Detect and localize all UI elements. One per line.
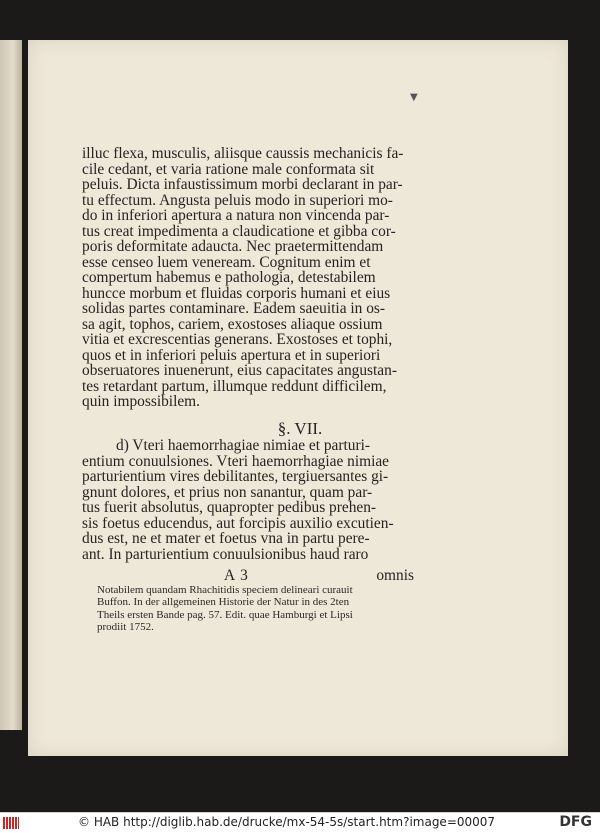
section-line: entium conuulsiones. Vteri haemorrhagiae nimiae bbox=[82, 452, 390, 470]
body-text bbox=[82, 146, 414, 410]
body-line: solidas partes contaminare. Eadem saeuitia in os- bbox=[82, 300, 386, 317]
body-line: quos et in inferiori peluis apertura et in superiori bbox=[82, 346, 381, 364]
section-line: gnunt dolores, et prius non sanantur, quam par- bbox=[82, 483, 373, 501]
body-line: quin impossibilem. bbox=[82, 393, 200, 410]
body-line: huncce morbum et fluidas corporis humani et eius bbox=[82, 284, 391, 302]
body-line: esse censeo luem veneream. Cognitum enim et bbox=[82, 253, 371, 271]
body-line: illuc flexa, musculis, aliisque caussis mechanicis fa- bbox=[82, 145, 404, 162]
body-line: sa agit, tophos, cariem, exostoses aliaque ossium bbox=[82, 315, 383, 333]
hab-logo-icon bbox=[3, 817, 19, 829]
section-heading: §. VII. bbox=[277, 419, 323, 438]
footnote bbox=[97, 584, 419, 633]
dfg-logo: DFG bbox=[559, 814, 592, 830]
section-text bbox=[82, 438, 414, 562]
corner-mark: ▼ bbox=[410, 92, 418, 103]
body-line: compertum habemus e pathologia, detestabilem bbox=[82, 269, 376, 286]
body-line: cile cedant, et varia ratione male conformata sit bbox=[82, 160, 375, 178]
body-line: vitia et excrescentias generans. Exostoses et tophi, bbox=[82, 331, 393, 348]
body-line: peluis. Dicta infaustissimum morbi declarant in par- bbox=[82, 176, 403, 193]
section-line: dus est, ne et mater et foetus vna in partu pere- bbox=[82, 530, 370, 547]
body-line: tus creat impedimenta a claudicatione et gibba cor- bbox=[82, 222, 396, 240]
section-line: tus fuerit absolutus, quapropter pedibus prehen- bbox=[82, 499, 377, 516]
section-line: ant. In parturientium conuulsionibus haud raro bbox=[82, 545, 369, 563]
footer-credit[interactable]: © HAB http://diglib.hab.de/drucke/mx-54-5s/start.htm?image=00007 bbox=[78, 815, 496, 829]
body-line: tes retardant partum, illumque reddunt difficilem, bbox=[82, 377, 387, 395]
body-line: tu effectum. Angusta peluis modo in superiori mo- bbox=[82, 191, 393, 209]
footnote-line: prodiit 1752. bbox=[97, 620, 154, 633]
footnote-line: Buffon. In der allgemeinen Historie der Natur in des 2ten bbox=[97, 596, 350, 609]
body-line: poris deformitate adaucta. Nec praetermittendam bbox=[82, 238, 384, 255]
section-line: d) Vteri haemorrhagiae nimiae et parturi- bbox=[116, 437, 370, 454]
footnote-line: Theils ersten Bande pag. 57. Edit. quae Hamburgi et Lipsi bbox=[97, 608, 353, 621]
catchword: omnis bbox=[376, 567, 414, 584]
section-line: parturientium vires debilitantes, tergiuersantes gi- bbox=[82, 468, 389, 485]
adjacent-page-edge bbox=[0, 40, 22, 730]
footnote-line: Notabilem quandam Rhachitidis speciem delineari curauit bbox=[97, 584, 353, 596]
footer-bar bbox=[0, 812, 600, 833]
body-line: obseruatores inuenerunt, eius capacitates angustan- bbox=[82, 362, 397, 379]
signature-mark: A 3 bbox=[224, 567, 249, 584]
section-line: sis foetus educendus, aut forcipis auxilio excutien- bbox=[82, 514, 394, 532]
body-line: do in inferiori apertura a natura non vincenda par- bbox=[82, 207, 390, 224]
